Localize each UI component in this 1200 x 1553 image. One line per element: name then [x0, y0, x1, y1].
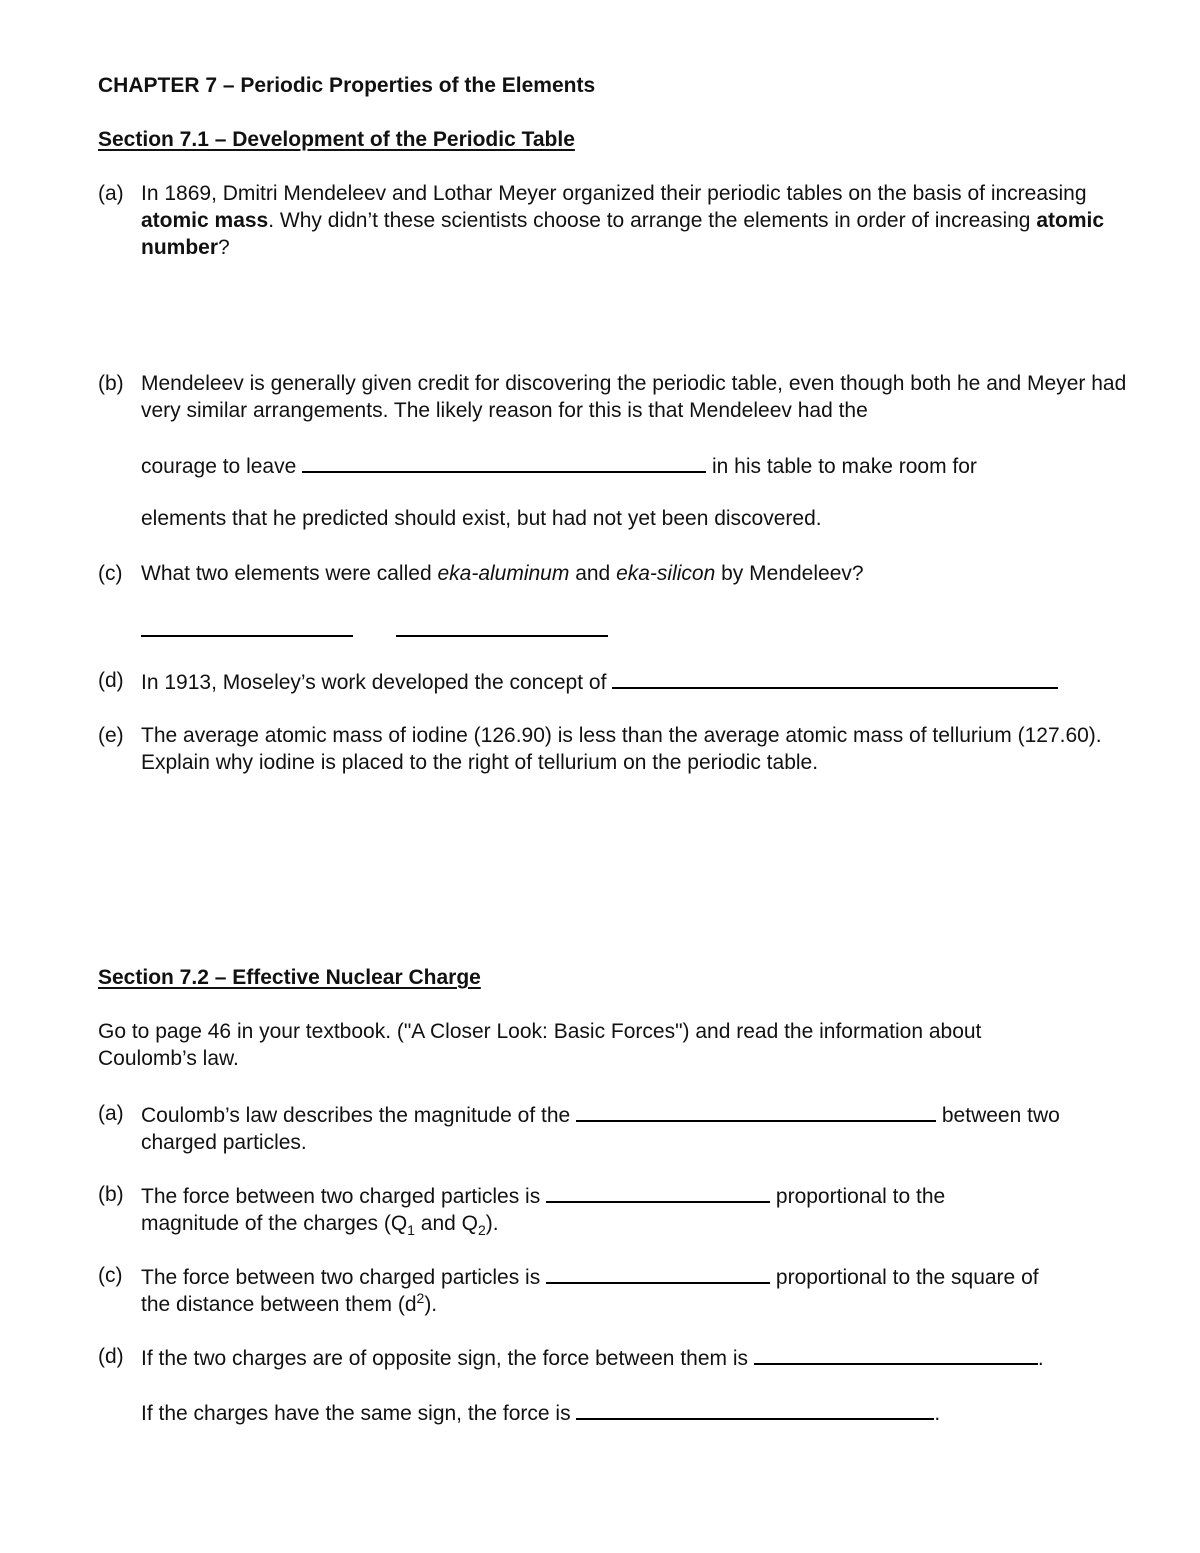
section-7-2-intro: Go to page 46 in your textbook. ("A Closer Look: Basic Forces") and read the information about Coulomb’s law.: [98, 1020, 982, 1070]
question-text: If the two charges are of opposite sign, the force between them is: [141, 1347, 749, 1370]
question-7-2-b: (b) The force between two charged particles is proportional to the magnitude of the charges ($Q_1$ and $Q_2$).: [98, 1183, 946, 1239]
question-7-1-b-line-3: elements that he predicted should exist, but had not yet been discovered.: [141, 507, 822, 530]
answer-blank[interactable]: [576, 1100, 936, 1122]
question-text: The average atomic mass of iodine (126.90) is less than the average atomic mass of tellurium (127.60). Explain why iodine is placed to the right of tellurium on the periodic table.: [141, 724, 1102, 774]
question-7-1-a: [98, 180, 1138, 261]
question-label: (b): [98, 1183, 124, 1206]
question-label: (c): [98, 562, 123, 585]
section-7-2-heading: Section 7.2 – Effective Nuclear Charge: [98, 966, 481, 989]
term-atomic-number: atomic number: [141, 209, 1104, 259]
question-7-2-d-line-2: If the charges have the same sign, the force is .: [141, 1398, 940, 1427]
question-7-1-b: [98, 370, 1138, 424]
question-label: (d): [98, 1345, 124, 1368]
question-7-2-c: (c) The force between two charged particles is proportional to the square of the distance between them $(d^2)$.: [98, 1264, 1039, 1316]
question-text: Coulomb’s law describes the magnitude of the: [141, 1104, 571, 1127]
question-label: (d): [98, 669, 124, 692]
term-eka-silicon: eka-silicon: [616, 562, 716, 585]
question-7-1-b-fill-line: courage to leave in his table to make room for: [141, 451, 977, 480]
question-label: (a): [98, 1102, 124, 1125]
question-label: (b): [98, 372, 124, 395]
answer-blank-same-sign[interactable]: [576, 1398, 934, 1420]
question-7-2-a: (a) Coulomb’s law describes the magnitude of the between two charged particles.: [98, 1102, 1060, 1154]
answer-blank[interactable]: [612, 667, 1058, 689]
question-text: What two elements were called eka-aluminum and eka-silicon by Mendeleev?: [141, 562, 864, 585]
question-text: The force between two charged particles is: [141, 1185, 541, 1208]
term-eka-aluminum: eka-aluminum: [437, 562, 570, 585]
term-atomic-mass: atomic mass: [141, 209, 269, 232]
question-text: In 1869, Dmitri Mendeleev and Lothar Meyer organized their periodic tables on the basis of increasing atomic mass. Why didn’t these scientists choose to arrange the elements in order of increasing atomic number?: [141, 182, 1104, 259]
question-text: The force between two charged particles is: [141, 1266, 541, 1289]
question-label: (c): [98, 1264, 123, 1287]
question-text: Mendeleev is generally given credit for discovering the periodic table, even though both he and Meyer had very similar arrangements. The likely reason for this is that Mendeleev had the: [141, 372, 1127, 422]
answer-blank[interactable]: [546, 1181, 770, 1203]
section-7-1-heading: Section 7.1 – Development of the Periodic Table: [98, 128, 575, 151]
answer-blank-eka-aluminum[interactable]: [141, 615, 353, 637]
chapter-title: CHAPTER 7 – Periodic Properties of the Elements: [98, 74, 596, 97]
question-7-1-d: [98, 667, 1138, 696]
question-text: In 1913, Moseley’s work developed the concept of: [141, 671, 607, 694]
question-7-1-e: [98, 722, 1138, 776]
answer-blank-eka-silicon[interactable]: [396, 615, 608, 637]
question-label: (e): [98, 724, 124, 747]
answer-blank[interactable]: [302, 451, 706, 473]
question-7-1-c: [98, 560, 1138, 587]
question-7-2-d: (d) If the two charges are of opposite sign, the force between them is .: [98, 1345, 1044, 1370]
answer-blank[interactable]: [546, 1262, 770, 1284]
answer-blank-opposite-sign[interactable]: [754, 1343, 1038, 1365]
question-label: (a): [98, 182, 124, 205]
